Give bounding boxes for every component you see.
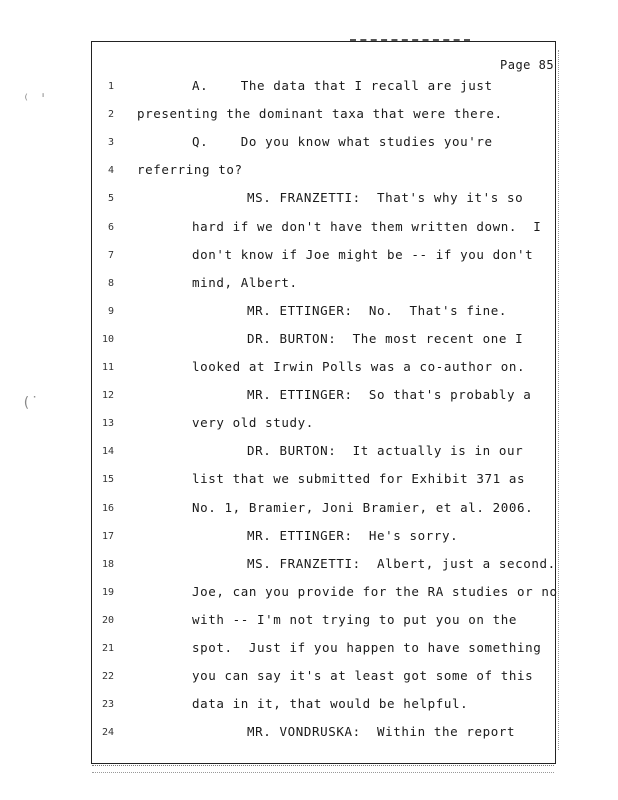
transcript-line (0, 640, 618, 660)
line-number: 12 (101, 390, 114, 402)
transcript-line (0, 219, 618, 239)
line-text: mind, Albert. (192, 274, 298, 290)
transcript-line (0, 190, 618, 210)
line-number: 5 (107, 193, 114, 205)
line-text: Joe, can you provide for the RA studies or no (192, 583, 558, 599)
transcript-line (0, 387, 618, 407)
page-number: Page 85 (500, 58, 555, 72)
transcript-line (0, 724, 618, 744)
line-number: 22 (101, 671, 114, 683)
line-number: 20 (101, 614, 114, 626)
transcript-line (0, 556, 618, 576)
transcript-line (0, 584, 618, 604)
line-text: A. The data that I recall are just (192, 78, 493, 93)
transcript-line (0, 331, 618, 351)
line-text: you can say it's at least got some of this (192, 668, 534, 684)
line-text: spot. Just if you happen to have something (192, 640, 542, 655)
transcript-line (0, 78, 618, 98)
line-number: 11 (101, 362, 114, 373)
line-number: 23 (101, 699, 114, 711)
transcript-line (0, 162, 618, 182)
line-number: 10 (101, 333, 114, 345)
line-text: referring to? (137, 162, 243, 178)
line-text: Q. Do you know what studies you're (192, 134, 493, 150)
line-text: very old study. (192, 415, 314, 431)
line-number: 2 (107, 109, 114, 121)
transcript-line (0, 303, 618, 323)
line-number: 19 (101, 586, 114, 598)
line-number: 16 (101, 502, 114, 514)
bottom-edge-scratch (92, 765, 554, 773)
line-number: 14 (101, 446, 114, 458)
line-text: list that we submitted for Exhibit 371 as (192, 471, 526, 487)
line-text: MR. ETTINGER: No. That's fine. (247, 302, 508, 318)
transcript-line (0, 471, 618, 491)
line-text: MR. ETTINGER: He's sorry. (247, 527, 459, 543)
line-number: 1 (107, 81, 114, 92)
line-text: don't know if Joe might be -- if you don't (192, 246, 534, 262)
transcript-line (0, 528, 618, 548)
line-text: with -- I'm not trying to put you on the (192, 611, 518, 627)
transcript-line (0, 275, 618, 295)
transcript-line (0, 134, 618, 154)
line-number: 6 (107, 221, 114, 233)
line-number: 15 (101, 474, 114, 486)
line-number: 3 (107, 137, 114, 149)
transcript-line (0, 668, 618, 688)
left-margin-mark: (˙ (22, 395, 39, 411)
line-text: MR. VONDRUSKA: Within the report (247, 724, 516, 740)
line-number: 21 (101, 643, 114, 654)
line-number: 18 (101, 558, 114, 570)
line-text: No. 1, Bramier, Joni Bramier, et al. 2006. (192, 499, 534, 515)
line-number: 4 (107, 165, 114, 177)
line-number: 13 (101, 418, 114, 430)
line-text: presenting the dominant taxa that were there. (137, 106, 503, 122)
transcript-line (0, 500, 618, 520)
transcript-line (0, 443, 618, 463)
transcript-line (0, 415, 618, 435)
line-text: MR. ETTINGER: So that's probably a (247, 387, 532, 403)
line-text: MS. FRANZETTI: Albert, just a second. (247, 555, 556, 571)
line-number: 7 (107, 249, 114, 261)
line-text: DR. BURTON: The most recent one I (247, 330, 524, 346)
line-text: data in it, that would be helpful. (192, 696, 469, 712)
transcript-line (0, 106, 618, 126)
line-text: looked at Irwin Polls was a co-author on. (192, 359, 526, 374)
line-number: 9 (107, 305, 114, 317)
left-margin-mark: ⁽ ˈ (22, 92, 48, 108)
line-text: DR. BURTON: It actually is in our (247, 443, 524, 459)
transcript-line (0, 247, 618, 267)
transcript-line (0, 612, 618, 632)
line-text: hard if we don't have them written down. I (192, 218, 542, 234)
transcript-line (0, 359, 618, 379)
line-number: 8 (107, 277, 114, 289)
transcript-line (0, 696, 618, 716)
line-number: 17 (101, 530, 114, 542)
line-number: 24 (101, 727, 114, 739)
line-text: MS. FRANZETTI: That's why it's so (247, 190, 524, 206)
